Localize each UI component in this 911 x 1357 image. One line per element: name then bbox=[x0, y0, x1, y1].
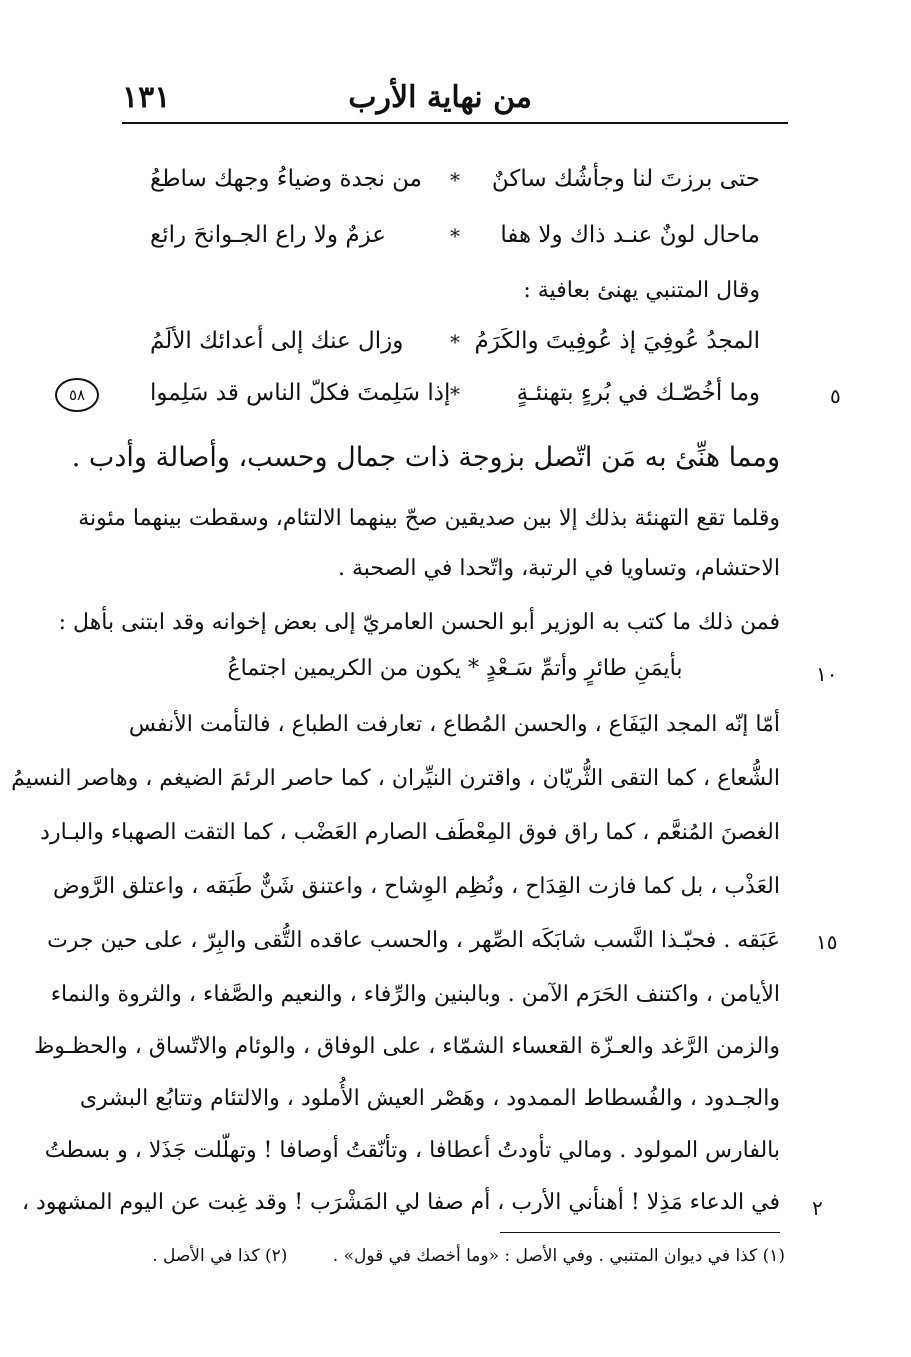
verse-separator-star: * bbox=[450, 382, 460, 406]
verse-first-hemistich: وما أخُصّـك في بُرءٍ بتهنئـةٍ bbox=[516, 380, 760, 406]
page-number: ١٣١ bbox=[122, 80, 171, 115]
margin-badge: ٥٨ bbox=[55, 378, 99, 412]
footnotes bbox=[130, 1246, 785, 1266]
verse-line bbox=[150, 328, 760, 376]
verse-second-hemistich: وزال عنك إلى أعدائك الألَمُ bbox=[150, 328, 404, 354]
verse-second-hemistich: عزمٌ ولا راع الجـوانحَ رائع bbox=[150, 222, 386, 248]
paragraph-line: وقلما تقع التهنئة بذلك إلا بين صديقين صحّ بينهما الالتئام، وسقطت بينهما مئونة bbox=[78, 506, 780, 531]
paragraph-line: الاحتشام، وتساويا في الرتبة، واتّحدا في الصحبة . bbox=[338, 556, 780, 581]
line-number: ٥ bbox=[830, 384, 841, 408]
page-header bbox=[122, 74, 788, 120]
paragraph-line: الأيامن ، واكتنف الحَرَم الآمن . وبالبنين والرِّفاء ، والنعيم والصَّفاء ، والثروة والنماء bbox=[50, 982, 780, 1007]
verse-line bbox=[150, 222, 760, 270]
verse-second-hemistich: إذا سَلِمتَ فكلّ الناس قد سَلِموا bbox=[150, 380, 451, 406]
paragraph-line: والزمن الرَّغد والعـزّة القعساء الشمّاء ، على الوفاق ، والوئام والاتّساق ، والحظـوظ bbox=[33, 1034, 780, 1059]
intro-line: فمن ذلك ما كتب به الوزير أبو الحسن العامريّ إلى بعض إخوانه وقد ابتنى بأهل : bbox=[58, 610, 780, 635]
section-heading: ومما هنِّئ به مَن اتّصل بزوجة ذات جمال وحسب، وأصالة وأدب . bbox=[71, 442, 780, 473]
line-number: ١٠ bbox=[816, 662, 838, 686]
footnote-rule bbox=[500, 1232, 780, 1233]
verse-separator-star: * bbox=[450, 224, 460, 248]
centered-verse: بأيمَنِ طائرٍ وأتمِّ سَـعْدٍ * يكون من الكريمين اجتماعُ bbox=[227, 656, 683, 681]
line-number: ١٥ bbox=[816, 930, 838, 954]
running-title: من نهاية الأرب bbox=[348, 80, 532, 115]
verse-separator-star: * bbox=[450, 330, 460, 354]
verse-first-hemistich: المجدُ عُوفِيَ إذ عُوفِيتَ والكَرَمُ bbox=[474, 328, 760, 354]
header-rule bbox=[122, 122, 788, 124]
paragraph-line: أمّا إنّه المجد اليَفَاع ، والحسن المُطاع ، تعارفت الطباع ، فالتأمت الأنفس bbox=[128, 712, 780, 737]
paragraph-line: العَذْب ، بل كما فازت القِدَاح ، ونُظِم الوِشاح ، واعتنق شَنٌّ طَبَقه ، واعتلق الرَّوض bbox=[52, 874, 780, 899]
paragraph-line: والجـدود ، والفُسطاط الممدود ، وهَصْر العيش الأُملود ، والالتئام وتتابُع البشرى bbox=[79, 1086, 780, 1111]
verse-first-hemistich: حتى برزتَ لنا وجأشُك ساكنٌ bbox=[491, 166, 760, 192]
verse-line bbox=[150, 380, 760, 428]
verse-separator-star: * bbox=[450, 168, 460, 192]
verse-second-hemistich: من نجدة وضياءُ وجهك ساطعُ bbox=[150, 166, 422, 192]
paragraph-line: الغصنَ المُنعَّم ، كما راق فوق المِعْطَف الصارم العَضْب ، كما التقت الصهباء والبـارد bbox=[40, 820, 780, 845]
intro-line: وقال المتنبي يهنئ بعافية : bbox=[523, 278, 760, 303]
paragraph-line: الشُّعاع ، كما التقى الثُّريّان ، واقترن النيِّران ، كما حاصر الرئمَ الضيغم ، وهاصر النسيمُ bbox=[11, 766, 780, 791]
verse-first-hemistich: ماحال لونٌ عنـد ذاك ولا هفا bbox=[500, 222, 760, 248]
paragraph-line: بالفارس المولود . ومالي تأودتُ أعطافا ، وتأنّقتُ أوصافا ! وتهلّلت جَذَلا ، و بسطتُ bbox=[44, 1138, 780, 1163]
footnote-2: (٢) كذا في الأصل . bbox=[152, 1246, 288, 1266]
paragraph-line: في الدعاء مَذِلا ! أهنأني الأرب ، أم صفا لي المَشْرَب ! وقد غِبت عن اليوم المشهود ، bbox=[21, 1190, 780, 1215]
footnote-1: (١) كذا في ديوان المتنبي . وفي الأصل : «وما أخصك في قول» . bbox=[332, 1246, 785, 1266]
line-number: ٢ bbox=[812, 1196, 823, 1220]
paragraph-line: عَبَقه . فحبّـذا النَّسب شابَكَه الصِّهر ، والحسب عاقده التُّقى والبِرّ ، على حين جرت bbox=[47, 928, 780, 953]
verse-line bbox=[150, 166, 760, 214]
